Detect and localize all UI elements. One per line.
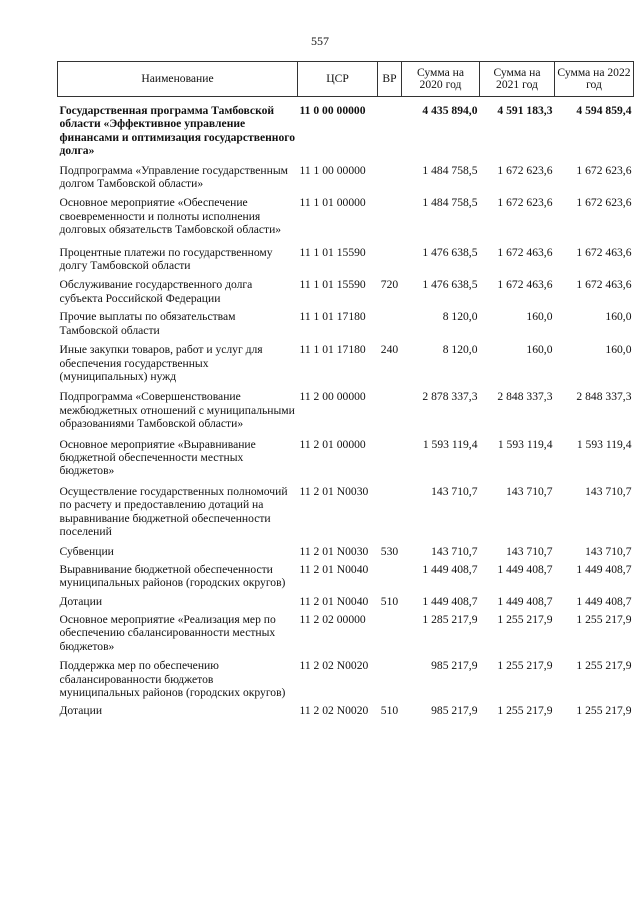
row-name-cell: Основное мероприятие «Выравнивание бюджетной обеспеченности местных бюджетов» (59, 437, 256, 478)
budget-table (57, 61, 634, 718)
row-vr-cell (378, 97, 402, 158)
table-header-row (58, 62, 634, 97)
header-sum-2021: Сумма на 2021 год (480, 62, 555, 97)
row-sum-2020-cell: 143 710,7 (431, 484, 478, 498)
row-sum-2021-cell: 1 672 463,6 (497, 278, 553, 292)
row-csr-cell: 11 1 00 00000 (299, 163, 366, 177)
row-sum-2021-cell: 143 710,7 (506, 484, 553, 498)
row-sum-2021-cell: 1 255 217,9 (497, 659, 553, 673)
table-row (58, 158, 634, 191)
row-vr-cell (378, 305, 402, 337)
row-sum-2020-cell: 1 449 408,7 (422, 594, 478, 608)
row-sum-2022-cell: 143 710,7 (585, 484, 632, 498)
row-name-cell: Прочие выплаты по обязательствам Тамбовской области (59, 310, 236, 337)
row-vr-cell (378, 237, 402, 273)
row-csr-cell: 11 1 01 00000 (299, 196, 366, 210)
row-sum-2022-cell: 1 255 217,9 (576, 659, 632, 673)
row-sum-2020-cell: 1 593 119,4 (422, 437, 478, 451)
row-csr-cell: 11 2 01 N0040 (299, 562, 369, 576)
row-sum-2022-cell: 160,0 (605, 310, 632, 324)
table-row (58, 272, 634, 305)
row-name-cell: Обслуживание государственного долга субъекта Российской Федерации (59, 278, 253, 305)
row-sum-2021-cell: 1 672 623,6 (497, 196, 553, 210)
table-row (58, 305, 634, 337)
table-row (58, 653, 634, 699)
row-csr-cell: 11 1 01 17180 (299, 343, 366, 357)
row-sum-2021-cell: 4 591 183,3 (497, 104, 553, 117)
row-csr-cell: 11 2 02 N0020 (299, 704, 369, 718)
row-sum-2021-cell: 1 593 119,4 (497, 437, 553, 451)
table-row (58, 97, 634, 158)
row-vr-cell: 510 (380, 704, 399, 718)
row-sum-2022-cell: 1 672 623,6 (576, 196, 632, 210)
row-sum-2021-cell: 1 255 217,9 (497, 613, 553, 626)
row-sum-2020-cell: 1 285 217,9 (422, 613, 478, 626)
table-row (58, 237, 634, 273)
table-row (58, 559, 634, 590)
row-csr-cell: 11 1 01 17180 (299, 310, 366, 324)
header-sum-2020: Сумма на 2020 год (402, 62, 480, 97)
table-row (58, 337, 634, 383)
table-row (58, 608, 634, 653)
row-csr-cell: 11 2 01 N0030 (299, 545, 369, 559)
row-sum-2021-cell: 2 848 337,3 (497, 390, 553, 404)
row-vr-cell (378, 559, 402, 590)
table-row (58, 590, 634, 608)
row-vr-cell (378, 431, 402, 478)
row-sum-2022-cell: 143 710,7 (585, 545, 632, 559)
row-vr-cell: 530 (380, 545, 399, 559)
row-name-cell: Поддержка мер по обеспечению сбалансированности бюджетов муниципальных районов (городских округов) (59, 659, 286, 700)
row-sum-2021-cell: 160,0 (526, 343, 553, 357)
row-sum-2022-cell: 1 672 463,6 (576, 245, 632, 259)
row-name-cell: Государственная программа Тамбовской области «Эффективное управление финансами и оптимизация государственного долга» (59, 104, 296, 158)
row-csr-cell: 11 1 01 15590 (299, 245, 366, 259)
row-sum-2021-cell: 1 449 408,7 (497, 594, 553, 608)
row-name-cell: Дотации (59, 594, 103, 608)
row-sum-2020-cell: 1 484 758,5 (422, 163, 478, 177)
row-sum-2020-cell: 143 710,7 (431, 545, 478, 559)
table-row (58, 699, 634, 717)
row-sum-2020-cell: 4 435 894,0 (422, 104, 478, 117)
row-sum-2020-cell: 8 120,0 (442, 343, 478, 357)
row-name-cell: Субвенции (59, 545, 114, 559)
row-vr-cell: 510 (380, 594, 399, 608)
row-sum-2021-cell: 1 255 217,9 (497, 704, 553, 718)
row-sum-2020-cell: 985 217,9 (431, 659, 478, 673)
row-sum-2022-cell: 1 593 119,4 (576, 437, 632, 451)
row-name-cell: Процентные платежи по государственному долгу Тамбовской области (59, 245, 273, 273)
row-name-cell: Дотации (59, 704, 103, 718)
row-sum-2020-cell: 8 120,0 (442, 310, 478, 324)
row-vr-cell (378, 608, 402, 653)
row-name-cell: Основное мероприятие «Обеспечение своевременности и полноты исполнения долговых обязательств Тамбовской области» (59, 196, 282, 237)
row-csr-cell: 11 2 02 00000 (299, 613, 366, 626)
row-sum-2020-cell: 985 217,9 (431, 704, 478, 718)
row-sum-2021-cell: 1 672 623,6 (497, 163, 553, 177)
row-vr-cell (378, 190, 402, 236)
table-row (58, 383, 634, 430)
row-name-cell: Основное мероприятие «Реализация мер по обеспечению сбалансированности местных бюджетов» (59, 613, 276, 653)
table-body (58, 97, 634, 718)
row-csr-cell: 11 2 01 N0040 (299, 594, 369, 608)
row-sum-2022-cell: 1 255 217,9 (576, 704, 632, 718)
row-vr-cell: 720 (380, 278, 399, 292)
row-sum-2021-cell: 1 449 408,7 (497, 562, 553, 576)
row-csr-cell: 11 0 00 00000 (299, 104, 366, 117)
row-csr-cell: 11 2 00 00000 (299, 390, 366, 404)
row-sum-2022-cell: 1 672 463,6 (576, 278, 632, 292)
row-sum-2020-cell: 1 484 758,5 (422, 196, 478, 210)
table-row (58, 431, 634, 478)
header-sum-2022: Сумма на 2022 год (555, 62, 634, 97)
row-vr-cell (378, 653, 402, 699)
row-sum-2020-cell: 1 476 638,5 (422, 245, 478, 259)
row-sum-2022-cell: 1 449 408,7 (576, 562, 632, 576)
row-vr-cell (378, 383, 402, 430)
row-sum-2022-cell: 1 449 408,7 (576, 594, 632, 608)
row-name-cell: Выравнивание бюджетной обеспеченности муниципальных районов (городских округов) (59, 562, 286, 590)
row-name-cell: Осуществление государственных полномочий по расчету и предоставлению дотаций на выравнивание бюджетной обеспеченности поселений (59, 484, 288, 538)
header-vr: ВР (378, 62, 402, 97)
row-name-cell: Подпрограмма «Совершенствование межбюджетных отношений с муниципальными образованиями Тамбовской области» (59, 390, 295, 431)
table-row (58, 478, 634, 539)
row-sum-2022-cell: 2 848 337,3 (576, 390, 632, 404)
row-sum-2022-cell: 1 672 623,6 (576, 163, 632, 177)
row-sum-2020-cell: 1 476 638,5 (422, 278, 478, 292)
table-row (58, 190, 634, 236)
row-vr-cell: 240 (380, 343, 399, 357)
row-sum-2020-cell: 1 449 408,7 (422, 562, 478, 576)
header-csr: ЦСР (298, 62, 378, 97)
row-sum-2022-cell: 1 255 217,9 (576, 613, 632, 626)
row-vr-cell (378, 158, 402, 191)
row-sum-2022-cell: 4 594 859,4 (576, 104, 632, 117)
row-sum-2021-cell: 1 672 463,6 (497, 245, 553, 259)
row-csr-cell: 11 1 01 15590 (299, 278, 366, 292)
page-number: 557 (311, 34, 329, 48)
row-sum-2020-cell: 2 878 337,3 (422, 390, 478, 404)
row-sum-2021-cell: 160,0 (526, 310, 553, 324)
row-name-cell: Подпрограмма «Управление государственным долгом Тамбовской области» (59, 163, 288, 191)
row-name-cell: Иные закупки товаров, работ и услуг для обеспечения государственных (муниципальных) нужд (59, 343, 263, 383)
row-csr-cell: 11 2 01 N0030 (299, 484, 369, 498)
row-vr-cell (378, 478, 402, 539)
row-sum-2022-cell: 160,0 (605, 343, 632, 357)
row-sum-2021-cell: 143 710,7 (506, 545, 553, 559)
row-csr-cell: 11 2 02 N0020 (299, 659, 369, 673)
header-name: Наименование (58, 62, 298, 97)
row-csr-cell: 11 2 01 00000 (299, 437, 366, 451)
table-row (58, 538, 634, 558)
